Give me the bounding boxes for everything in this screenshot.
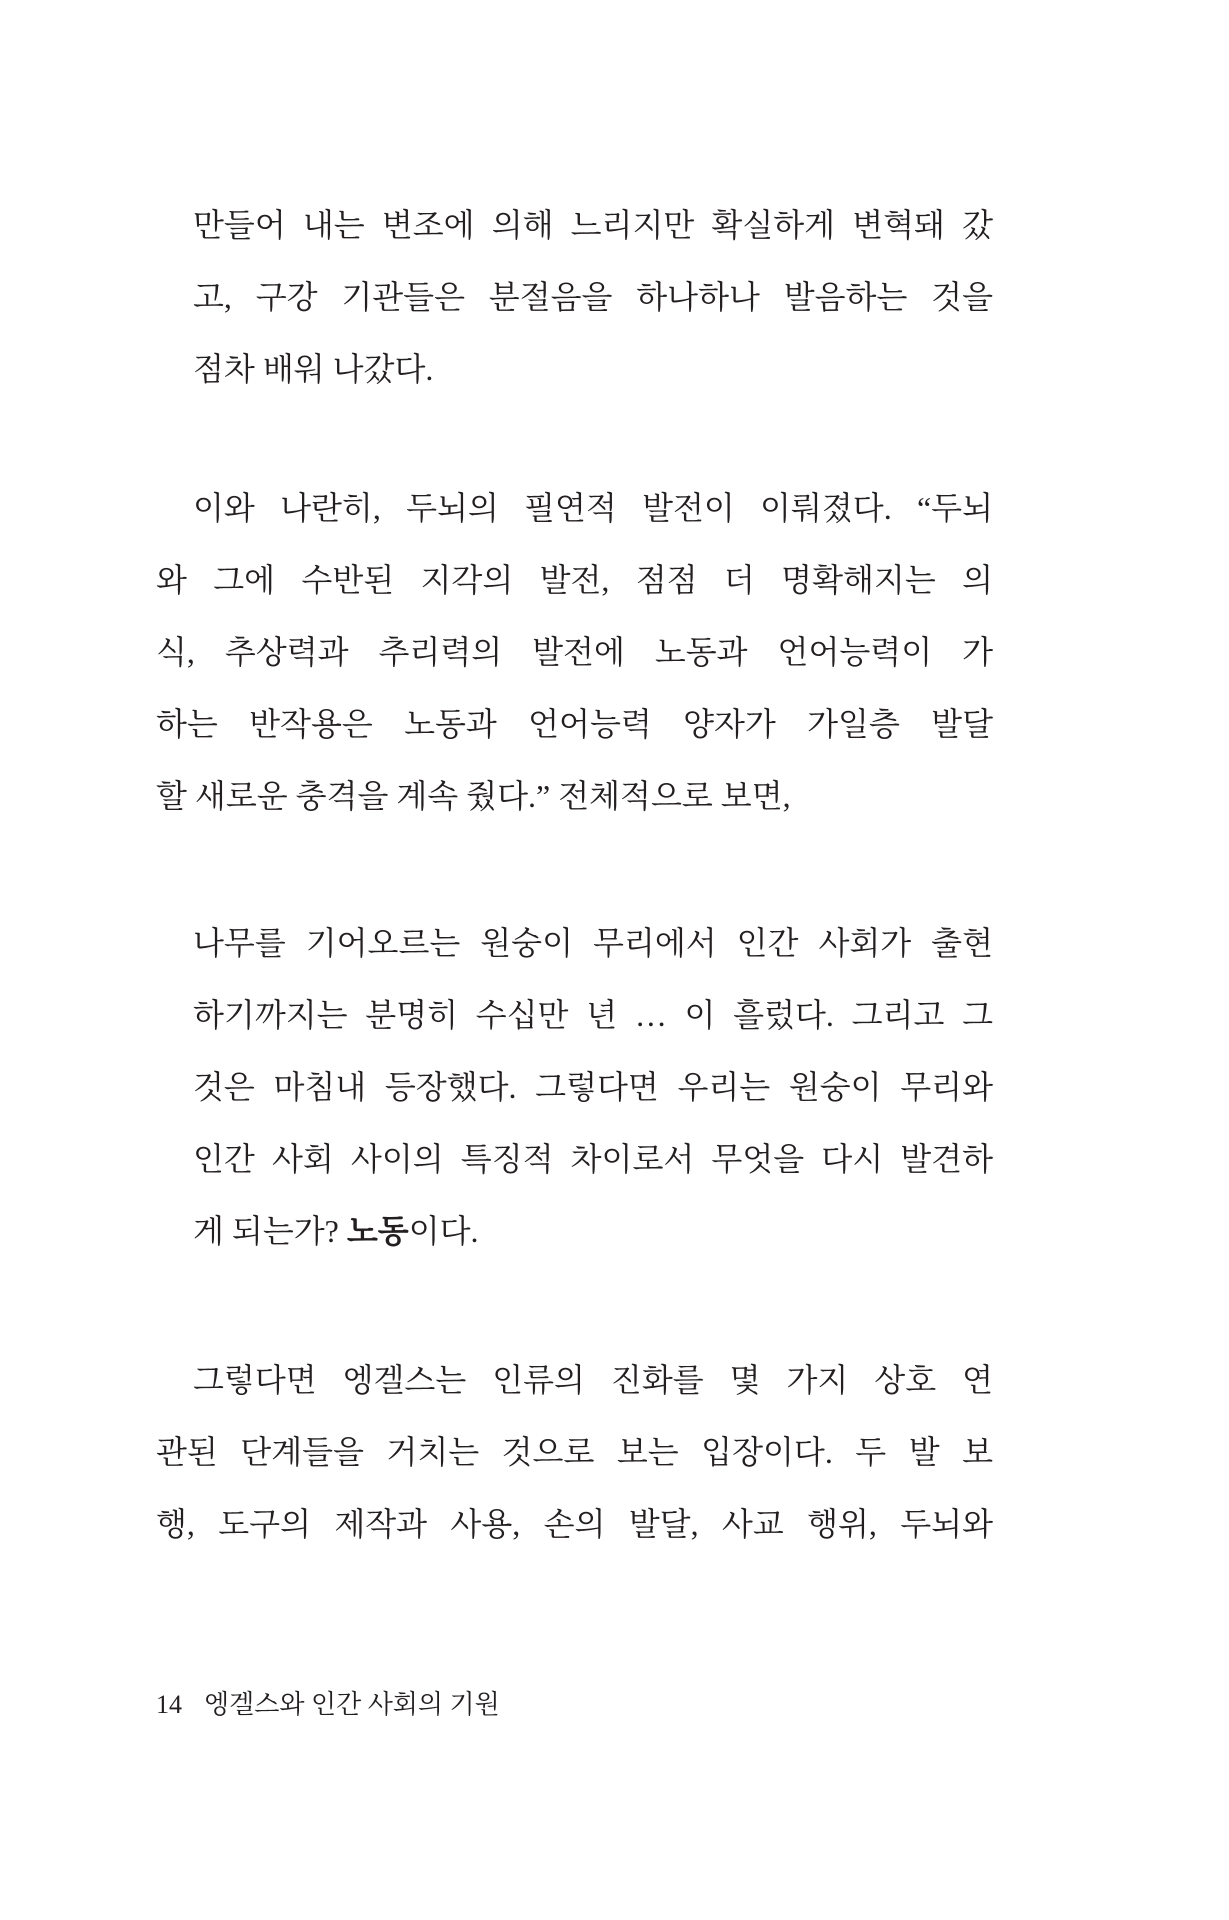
text-line: 할 새로운 충격을 계속 줬다.” 전체적으로 보면, [156, 778, 791, 814]
paragraph [156, 1344, 993, 1560]
text-segment: 게 되는가? [193, 1213, 347, 1249]
text-line: 것은 마침내 등장했다. 그렇다면 우리는 원숭이 무리와 [193, 1069, 993, 1105]
block-quote [193, 907, 993, 1267]
text-line: 식, 추상력과 추리력의 발전에 노동과 언어능력이 가 [156, 634, 993, 670]
text-line: 하는 반작용은 노동과 언어능력 양자가 가일층 발달 [156, 706, 993, 742]
text-line: 고, 구강 기관들은 분절음을 하나하나 발음하는 것을 [193, 279, 993, 315]
text-line: 하기까지는 분명히 수십만 년 … 이 흘렀다. 그리고 그 [193, 997, 993, 1033]
text-line: 만들어 내는 변조에 의해 느리지만 확실하게 변혁돼 갔 [193, 207, 993, 243]
block-quote-continued [193, 189, 993, 405]
emphasis-text: 노동 [346, 1213, 409, 1249]
text-segment: 이다. [408, 1213, 479, 1249]
text-line: 이와 나란히, 두뇌의 필연적 발전이 이뤄졌다. “두뇌 [193, 490, 993, 526]
text-line: 그렇다면 엥겔스는 인류의 진화를 몇 가지 상호 연 [193, 1362, 993, 1398]
text-line: 와 그에 수반된 지각의 발전, 점점 더 명확해지는 의 [156, 562, 993, 598]
page-footer [156, 1687, 500, 1723]
page-number: 14 [156, 1690, 182, 1719]
text-line: 인간 사회 사이의 특징적 차이로서 무엇을 다시 발견하 [193, 1141, 993, 1177]
text-line [193, 1195, 993, 1267]
running-title: 엥겔스와 인간 사회의 기원 [204, 1690, 500, 1719]
text-line: 행, 도구의 제작과 사용, 손의 발달, 사교 행위, 두뇌와 [156, 1506, 993, 1542]
paragraph [156, 472, 993, 832]
text-line: 관된 단계들을 거치는 것으로 보는 입장이다. 두 발 보 [156, 1434, 993, 1470]
text-line: 나무를 기어오르는 원숭이 무리에서 인간 사회가 출현 [193, 925, 993, 961]
text-line: 점차 배워 나갔다. [193, 351, 434, 387]
